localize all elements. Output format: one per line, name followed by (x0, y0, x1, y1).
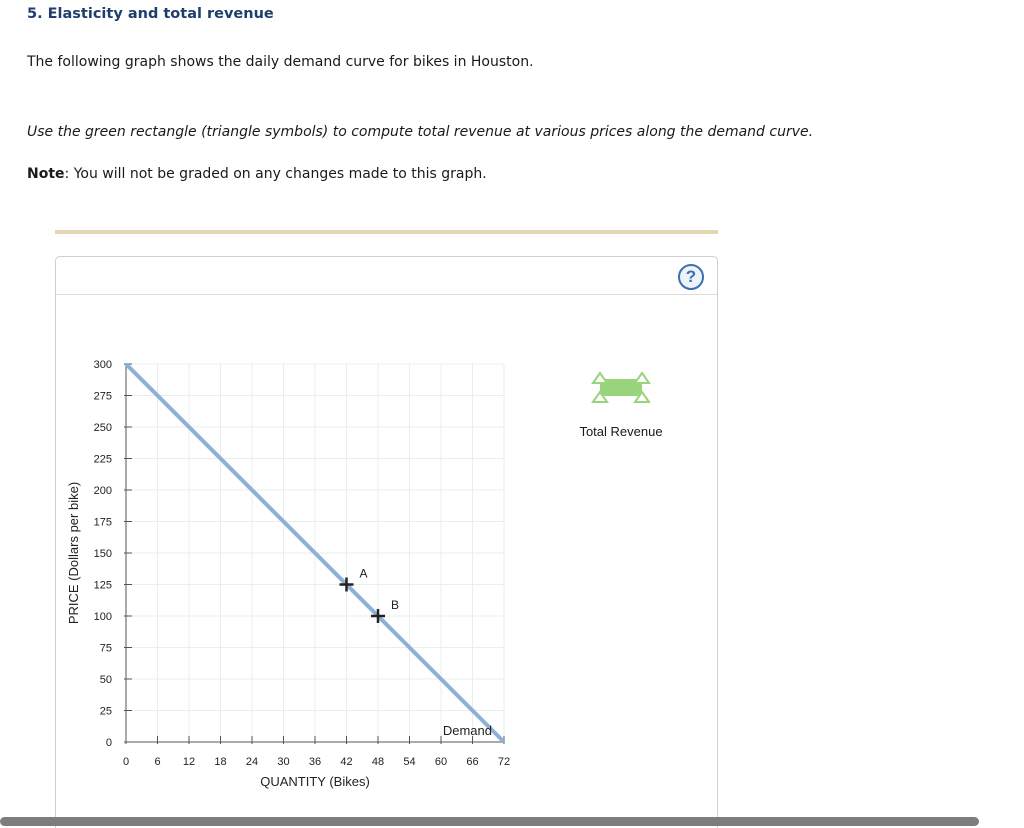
y-tick-label: 125 (93, 579, 112, 592)
y-tick-label: 300 (93, 359, 112, 371)
y-tick-label: 50 (99, 674, 112, 686)
x-tick-label: 60 (434, 756, 448, 768)
x-tick-label: 6 (154, 756, 161, 768)
y-tick-label: 250 (93, 422, 112, 434)
demand-curve-label: Demand (442, 723, 492, 738)
question-intro: The following graph shows the daily demand curve for bikes in Houston. (27, 54, 534, 70)
x-tick-label: 0 (122, 756, 130, 768)
y-tick-label: 0 (105, 737, 112, 749)
total-revenue-label: Total Revenue (579, 424, 663, 439)
y-tick-label: 225 (93, 453, 112, 466)
y-tick-label: 200 (93, 485, 112, 497)
y-tick-label: 100 (93, 611, 112, 623)
y-tick-label: 175 (93, 516, 112, 529)
horizontal-scrollbar[interactable] (0, 817, 979, 826)
x-tick-label: 48 (371, 756, 385, 768)
y-tick-label: 75 (99, 642, 112, 655)
graph-tool-panel (55, 256, 718, 828)
y-axis-title: PRICE (Dollars per bike) (66, 481, 81, 625)
total-revenue-tool[interactable] (579, 373, 662, 439)
x-tick-label: 12 (182, 756, 196, 768)
demand-chart (56, 257, 715, 817)
question-heading: 5. Elasticity and total revenue (27, 6, 274, 22)
points-layer (340, 567, 400, 624)
x-tick-label: 18 (214, 756, 227, 768)
x-tick-label: 72 (497, 756, 511, 768)
revenue-triangle-top-left-icon[interactable] (593, 373, 607, 383)
x-tick-label: 54 (403, 756, 416, 768)
help-button[interactable]: ? (678, 264, 704, 290)
point-label: A (359, 566, 368, 581)
note-label: Note (27, 166, 65, 182)
y-tick-label: 275 (93, 390, 112, 403)
x-tick-label: 66 (466, 756, 479, 768)
note-text: : You will not be graded on any changes made to this graph. (64, 166, 487, 182)
x-tick-label: 36 (308, 756, 322, 768)
y-tick-label: 25 (99, 705, 112, 718)
x-tick-label: 30 (277, 756, 290, 768)
section-divider (55, 230, 718, 234)
question-instructions: Use the green rectangle (triangle symbols) to compute total revenue at various prices along the demand curve. (27, 124, 814, 140)
x-tick-label: 42 (340, 756, 353, 768)
x-axis-title: QUANTITY (Bikes) (260, 774, 370, 789)
y-tick-label: 150 (93, 548, 112, 560)
revenue-triangle-top-right-icon[interactable] (635, 373, 649, 383)
question-note (27, 166, 487, 182)
point-label: B (391, 598, 400, 612)
x-tick-label: 24 (245, 756, 259, 768)
